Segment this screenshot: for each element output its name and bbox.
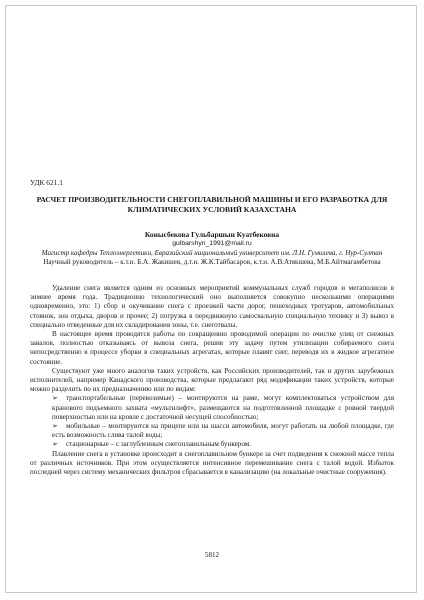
arrow-bullet-icon: ➢ xyxy=(52,440,58,449)
author-email: gulbarshyn_1991@mail.ru xyxy=(172,240,252,248)
list-item xyxy=(30,422,394,440)
udc-code: УДК 621.1 xyxy=(30,178,63,187)
page-number: 5812 xyxy=(204,551,220,559)
body-paragraph: Плавление снега в установке происходит в снегоплавильном бункере за счет подведения к снежной массе тепла от различных источников. При этом осуществляется интенсивное перемешивание снега с талой водой. Избыток последней через систему механических фильтров сбрасывается в канализацию (на локальные очистные сооружения). xyxy=(30,449,394,477)
list-item xyxy=(30,440,394,449)
body-paragraph: Удаление снега является одним из основных мероприятий коммунальных служб городов и мегаполисов в зимнее время года. Традиционно технологический оно выполняется совокупно несколькими операциями одновременно, это: 1) сбор и окучивание снега с проезжей части дорог, пешеходных тротуаров, автомобильных стоянок, зон отдыха, дворов и прочее; 2) погрузка в передвижную самосвальную специальную технику и 3) вывоз в специально отведенные для их складирования зоны, т.е. снеготвалы. xyxy=(30,284,394,329)
body-paragraph: Существуют уже много аналогов таких устройств, как Российских производителей, так и других зарубежных исполнителей, например Канадского производства, которые предлагают ряд модификации таких устройств, которые можно разделить по их предназначению или по видам: xyxy=(30,366,394,394)
author-affiliation: Магистр кафедры Теплоэнергетики, Евразийский национальный университет им. Л.Н. Гумилева, г. Нур-Султан xyxy=(41,248,383,257)
scientific-supervisor: Научный руководитель – к.т.н. Б.А. Жакишев, д.т.н. Ж.К.Тайбасаров, к.т.н. А.В.Атякшева, М.Б.Айтмагамбетова xyxy=(43,257,381,266)
article-title: РАСЧЕТ ПРОИЗВОДИТЕЛЬНОСТИ СНЕГОПЛАВИЛЬНОЙ МАШИНЫ И ЕГО РАЗРАБОТКА ДЛЯ КЛИМАТИЧЕСКИХ УСЛОВИЙ КАЗАХСТАНА xyxy=(36,195,388,215)
list-item xyxy=(30,394,394,422)
list-item-text: мобильные – монтируются на прицепе или на шасси автомобиля, могут работать на любой площадке, где есть возможность слива талой воды; xyxy=(52,422,394,440)
article-content xyxy=(30,178,394,477)
list-item-text: транспортабельные (перевозимые) – монтируются на раме, могут комплектоваться устройством для кранового подъемного захвата «мультилифт», размещаются на подготовленной площадке с ровной твердой поверхностью или на кровле с достаточной несущей способностью; xyxy=(52,394,394,421)
list-item-text: стационарные – с заглубленным снегоплавильным бункером. xyxy=(66,440,252,449)
author-name: Конысбекова Гульбаршын Куатбековна xyxy=(144,230,280,240)
arrow-bullet-icon: ➢ xyxy=(52,422,58,431)
body-paragraph: В настоящее время проводятся работы по сокращению проводимой операции по очистке улиц от снежных завалов, полностью отказываясь от вывоза снега, решив эту задачу путем утилизации собираемого снега непосредственно в процессе уборки в специальных агрегатах, которые плавят снег, переводя их в жидкое агрегатное состояние. xyxy=(30,330,394,366)
arrow-bullet-icon: ➢ xyxy=(52,394,58,403)
